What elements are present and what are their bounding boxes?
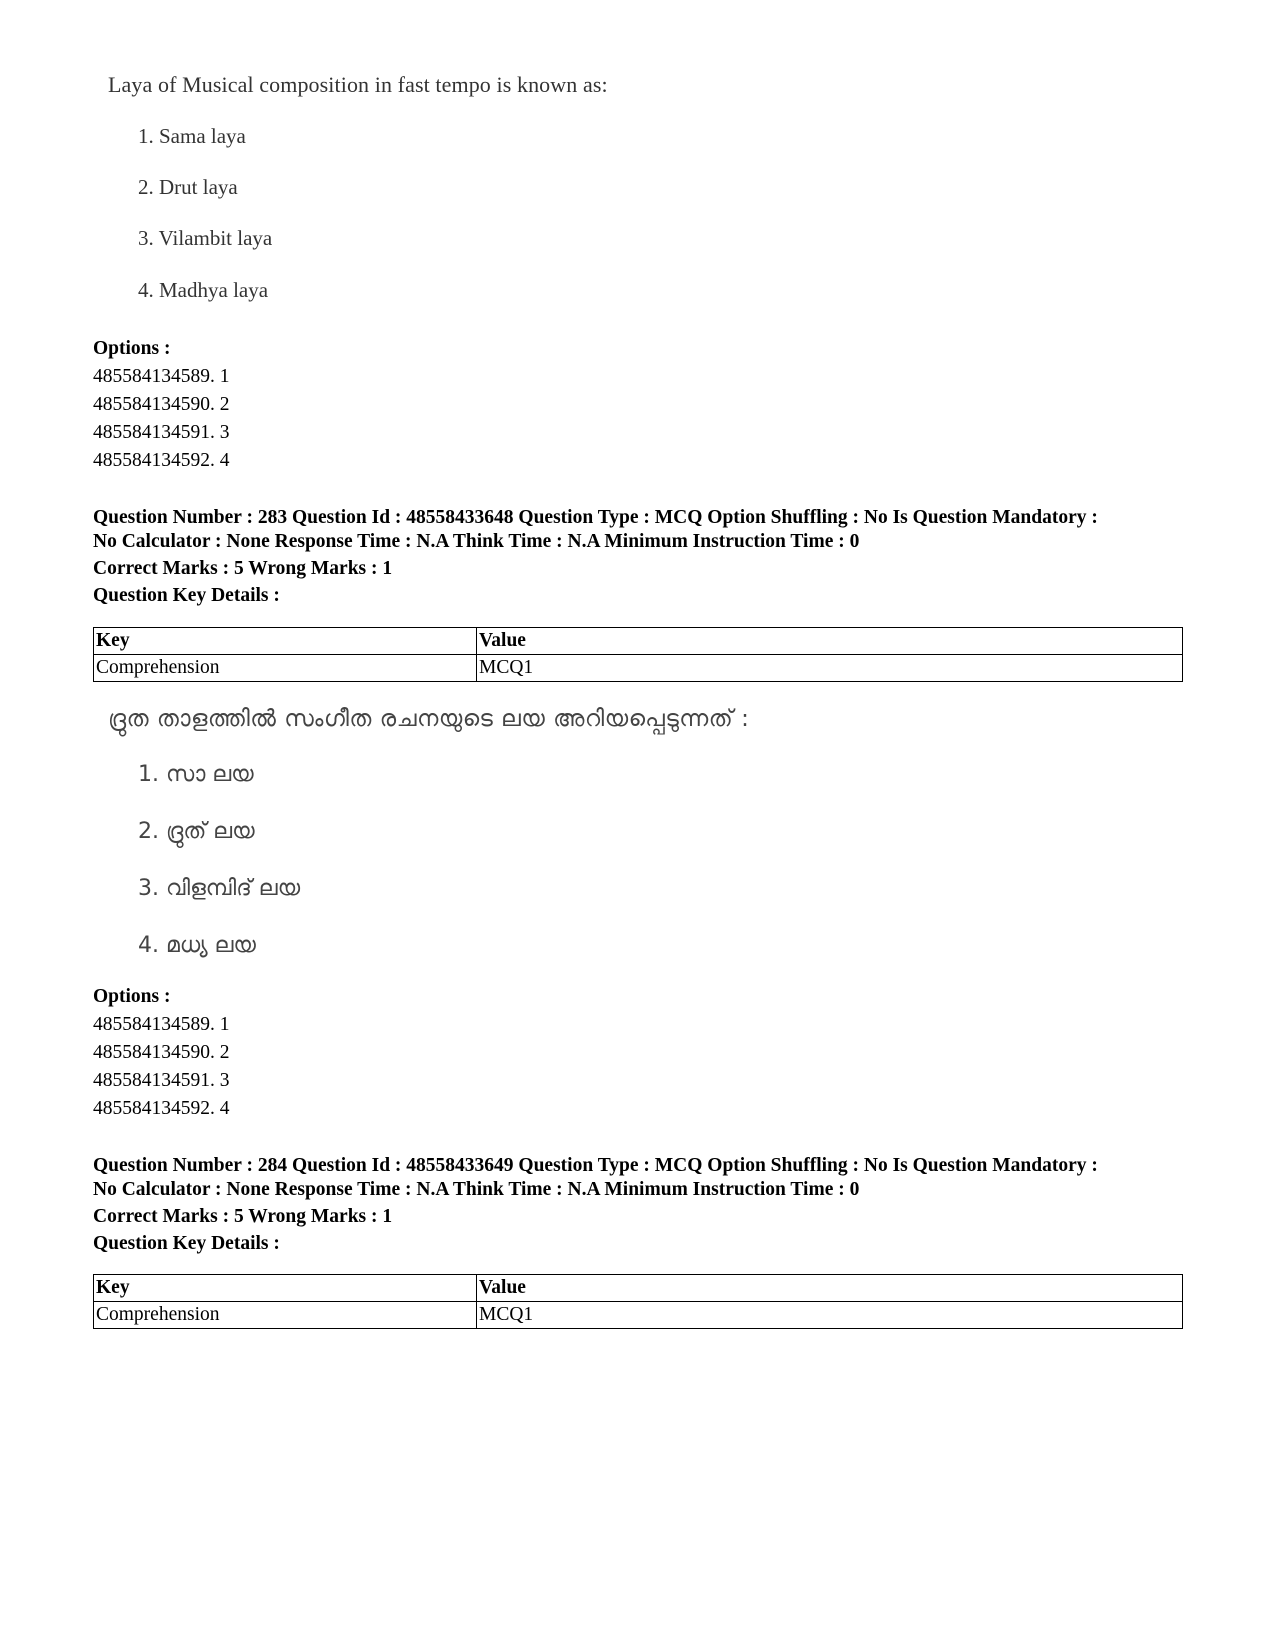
option-line: 485584134592. 4 <box>93 1098 230 1119</box>
table-cell: MCQ1 <box>477 1302 1183 1329</box>
table-header-value: Value <box>477 1275 1183 1302</box>
table-row <box>94 1302 1183 1329</box>
marks-line: Correct Marks : 5 Wrong Marks : 1 <box>93 1206 393 1227</box>
choice-item: 4. മധ്യ ലയ <box>138 933 256 958</box>
table-cell: MCQ1 <box>477 655 1183 682</box>
option-line: 485584134591. 3 <box>93 422 230 443</box>
question-meta <box>93 1154 1193 1256</box>
question-text: ദ്രുത താളത്തിൽ സംഗീത രചനയുടെ ലയ അറിയപ്പെടുന്നത് : <box>108 706 750 732</box>
option-line: 485584134591. 3 <box>93 1070 230 1091</box>
question-image-malayalam <box>108 706 750 958</box>
choice-item: 1. Sama laya <box>138 124 246 148</box>
table-header-key: Key <box>94 628 477 655</box>
option-line: 485584134589. 1 <box>93 366 230 387</box>
table-header-row <box>94 628 1183 655</box>
key-details-title: Question Key Details : <box>93 1233 280 1254</box>
choice-item: 3. Vilambit laya <box>138 226 273 250</box>
option-line: 485584134590. 2 <box>93 1042 230 1063</box>
question-image-english <box>108 72 608 302</box>
table-cell: Comprehension <box>94 655 477 682</box>
meta-line: Question Number : 284 Question Id : 48558433649 Question Type : MCQ Option Shuffling : No Is Question Mandatory : <box>93 1155 1098 1176</box>
table-header-row <box>94 1275 1183 1302</box>
key-details-title: Question Key Details : <box>93 585 280 606</box>
option-line: 485584134592. 4 <box>93 450 230 471</box>
meta-line: No Calculator : None Response Time : N.A Think Time : N.A Minimum Instruction Time : 0 <box>93 1179 860 1200</box>
choice-item: 4. Madhya laya <box>138 278 269 302</box>
table-header-value: Value <box>477 628 1183 655</box>
option-line: 485584134590. 2 <box>93 394 230 415</box>
choice-item: 2. Drut laya <box>138 175 238 199</box>
option-line: 485584134589. 1 <box>93 1014 230 1035</box>
question-meta <box>93 506 1193 608</box>
key-value-table <box>93 627 1183 682</box>
choice-item: 2. ദ്രുത് ലയ <box>138 819 255 844</box>
question-text: Laya of Musical composition in fast tempo is known as: <box>108 72 608 97</box>
key-value-table <box>93 1274 1183 1329</box>
marks-line: Correct Marks : 5 Wrong Marks : 1 <box>93 558 393 579</box>
options-block <box>93 335 230 475</box>
meta-line: Question Number : 283 Question Id : 48558433648 Question Type : MCQ Option Shuffling : No Is Question Mandatory : <box>93 507 1098 528</box>
options-title: Options : <box>93 986 171 1007</box>
options-block <box>93 983 230 1123</box>
table-row <box>94 655 1183 682</box>
choice-item: 3. വിളമ്പിദ് ലയ <box>138 876 301 901</box>
options-title: Options : <box>93 338 171 359</box>
table-cell: Comprehension <box>94 1302 477 1329</box>
table-header-key: Key <box>94 1275 477 1302</box>
choice-item: 1. സാ ലയ <box>138 762 254 787</box>
meta-line: No Calculator : None Response Time : N.A Think Time : N.A Minimum Instruction Time : 0 <box>93 531 860 552</box>
